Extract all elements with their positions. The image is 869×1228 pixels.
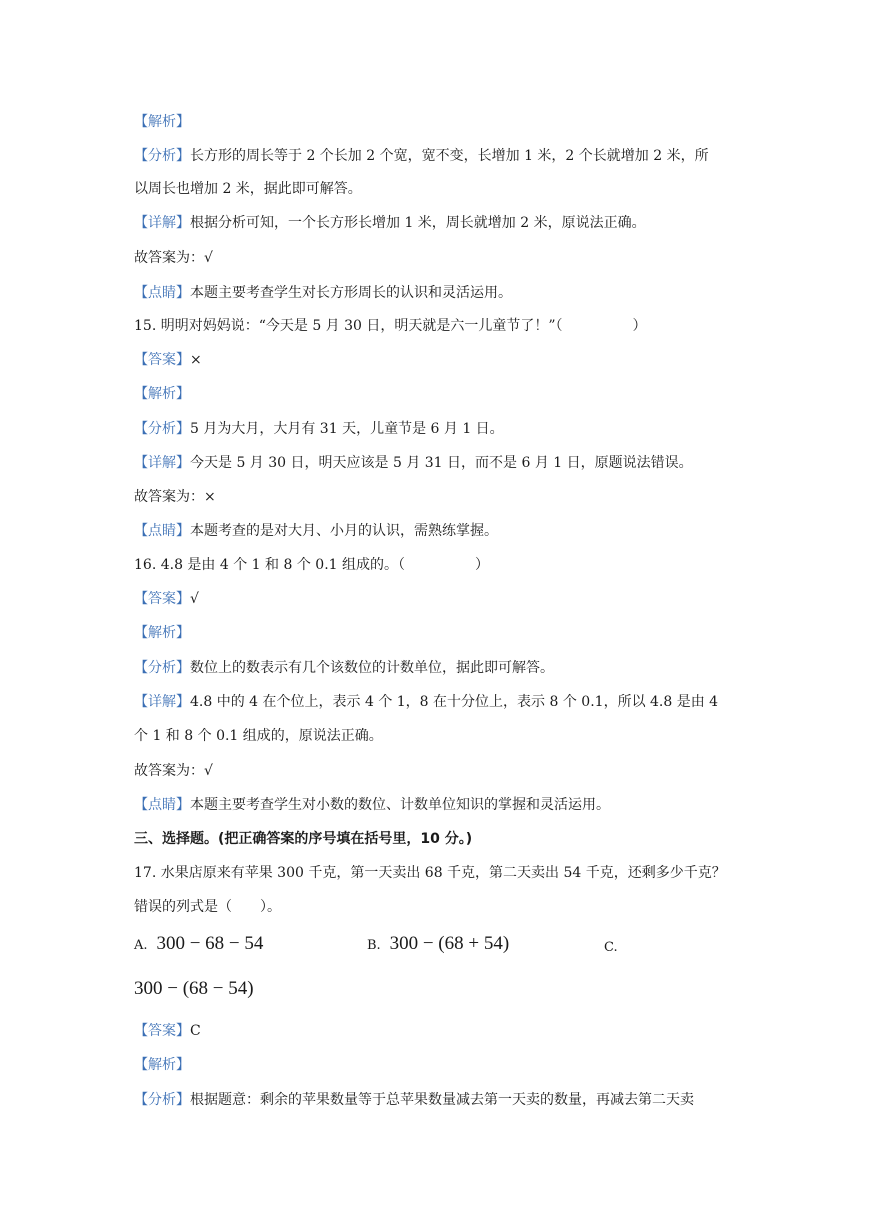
- question-16: 16. 4.8 是由 4 个 1 和 8 个 0.1 组成的。（ ）: [134, 557, 490, 573]
- detail-line: [134, 692, 718, 712]
- comment-text: 本题主要考查学生对小数的数位、计数单位知识的掌握和灵活运用。: [190, 797, 610, 813]
- answer-line: [134, 350, 202, 370]
- tag-dianjing: 【点睛】: [134, 523, 190, 539]
- detail-text: 根据分析可知，一个长方形长增加 1 米，周长就增加 2 米，原说法正确。: [190, 215, 646, 231]
- section-label-analysis: [134, 112, 190, 132]
- answer-statement: 故答案为：×: [134, 489, 216, 505]
- answer-statement: 故答案为：√: [134, 763, 213, 779]
- analysis-text: 根据题意：剩余的苹果数量等于总苹果数量减去第一天卖的数量，再减去第二天卖: [190, 1092, 694, 1108]
- comment-line: [134, 795, 610, 815]
- answer-line: [134, 589, 199, 609]
- analysis-text: 长方形的周长等于 2 个长加 2 个宽，宽不变，长增加 1 米，2 个长就增加 2 米，所: [190, 148, 709, 164]
- detail-line: [134, 453, 693, 473]
- section-heading: 三、选择题。(把正确答案的序号填在括号里，10 分。): [134, 831, 473, 847]
- comment-text: 本题主要考查学生对长方形周长的认识和灵活运用。: [190, 285, 512, 301]
- detail-text: 今天是 5 月 30 日，明天应该是 5 月 31 日，而不是 6 月 1 日，原题说法错误。: [190, 455, 693, 471]
- analysis-line-cont: 以周长也增加 2 米，据此即可解答。: [134, 181, 362, 197]
- tag-fenxi: 【分析】: [134, 1092, 190, 1108]
- option-a: [134, 934, 263, 956]
- tag-jiexi: 【解析】: [134, 625, 190, 641]
- option-a-label: A.: [134, 938, 148, 953]
- tag-fenxi: 【分析】: [134, 660, 190, 676]
- detail-line: [134, 213, 646, 233]
- answer-value: ×: [190, 352, 202, 368]
- analysis-line: [134, 419, 504, 439]
- analysis-text: 5 月为大月，大月有 31 天，儿童节是 6 月 1 日。: [190, 421, 504, 437]
- option-c-expression: 300 − (68 − 54): [134, 978, 254, 999]
- section-label-analysis: [134, 384, 190, 404]
- tag-xiangjie: 【详解】: [134, 215, 190, 231]
- tag-jiexi: 【解析】: [134, 386, 190, 402]
- tag-xiangjie: 【详解】: [134, 694, 190, 710]
- option-c-label: C.: [604, 940, 618, 955]
- option-a-expression: 300 − 68 − 54: [156, 933, 264, 954]
- analysis-line: [134, 658, 554, 678]
- answer-statement: 故答案为：√: [134, 250, 213, 266]
- detail-text: 4.8 中的 4 在个位上，表示 4 个 1，8 在十分位上，表示 8 个 0.1，所以 4.8 是由 4: [190, 694, 719, 710]
- analysis-line: [134, 1090, 694, 1110]
- question-17: 17. 水果店原来有苹果 300 千克，第一天卖出 68 千克，第二天卖出 54 千克，还剩多少千克？: [134, 865, 726, 881]
- question-15: 15. 明明对妈妈说：“今天是 5 月 30 日，明天就是六一儿童节了！”（ ）: [134, 318, 647, 334]
- question-17-prompt: 错误的列式是（ ）。: [134, 899, 281, 915]
- tag-dianjing: 【点睛】: [134, 797, 190, 813]
- tag-fenxi: 【分析】: [134, 148, 190, 164]
- answer-value: C: [190, 1023, 201, 1039]
- option-c: [604, 937, 618, 958]
- analysis-line: [134, 146, 709, 166]
- tag-xiangjie: 【详解】: [134, 455, 190, 471]
- tag-jiexi: 【解析】: [134, 1057, 190, 1073]
- section-label-analysis: [134, 623, 190, 643]
- tag-jiexi: 【解析】: [134, 114, 190, 130]
- option-b-expression: 300 − (68 + 54): [389, 933, 510, 954]
- comment-line: [134, 521, 498, 541]
- analysis-text: 数位上的数表示有几个该数位的计数单位，据此即可解答。: [190, 660, 554, 676]
- option-b: [367, 934, 509, 956]
- tag-fenxi: 【分析】: [134, 421, 190, 437]
- tag-daan: 【答案】: [134, 1023, 190, 1039]
- tag-daan: 【答案】: [134, 591, 190, 607]
- option-b-label: B.: [367, 938, 381, 953]
- answer-line: [134, 1021, 201, 1041]
- comment-line: [134, 283, 512, 303]
- tag-dianjing: 【点睛】: [134, 285, 190, 301]
- section-label-analysis: [134, 1055, 190, 1075]
- answer-value: √: [190, 591, 199, 607]
- comment-text: 本题考查的是对大月、小月的认识，需熟练掌握。: [190, 523, 498, 539]
- tag-daan: 【答案】: [134, 352, 190, 368]
- detail-line-cont: 个 1 和 8 个 0.1 组成的，原说法正确。: [134, 728, 383, 744]
- option-c-expression-line: [134, 979, 254, 1000]
